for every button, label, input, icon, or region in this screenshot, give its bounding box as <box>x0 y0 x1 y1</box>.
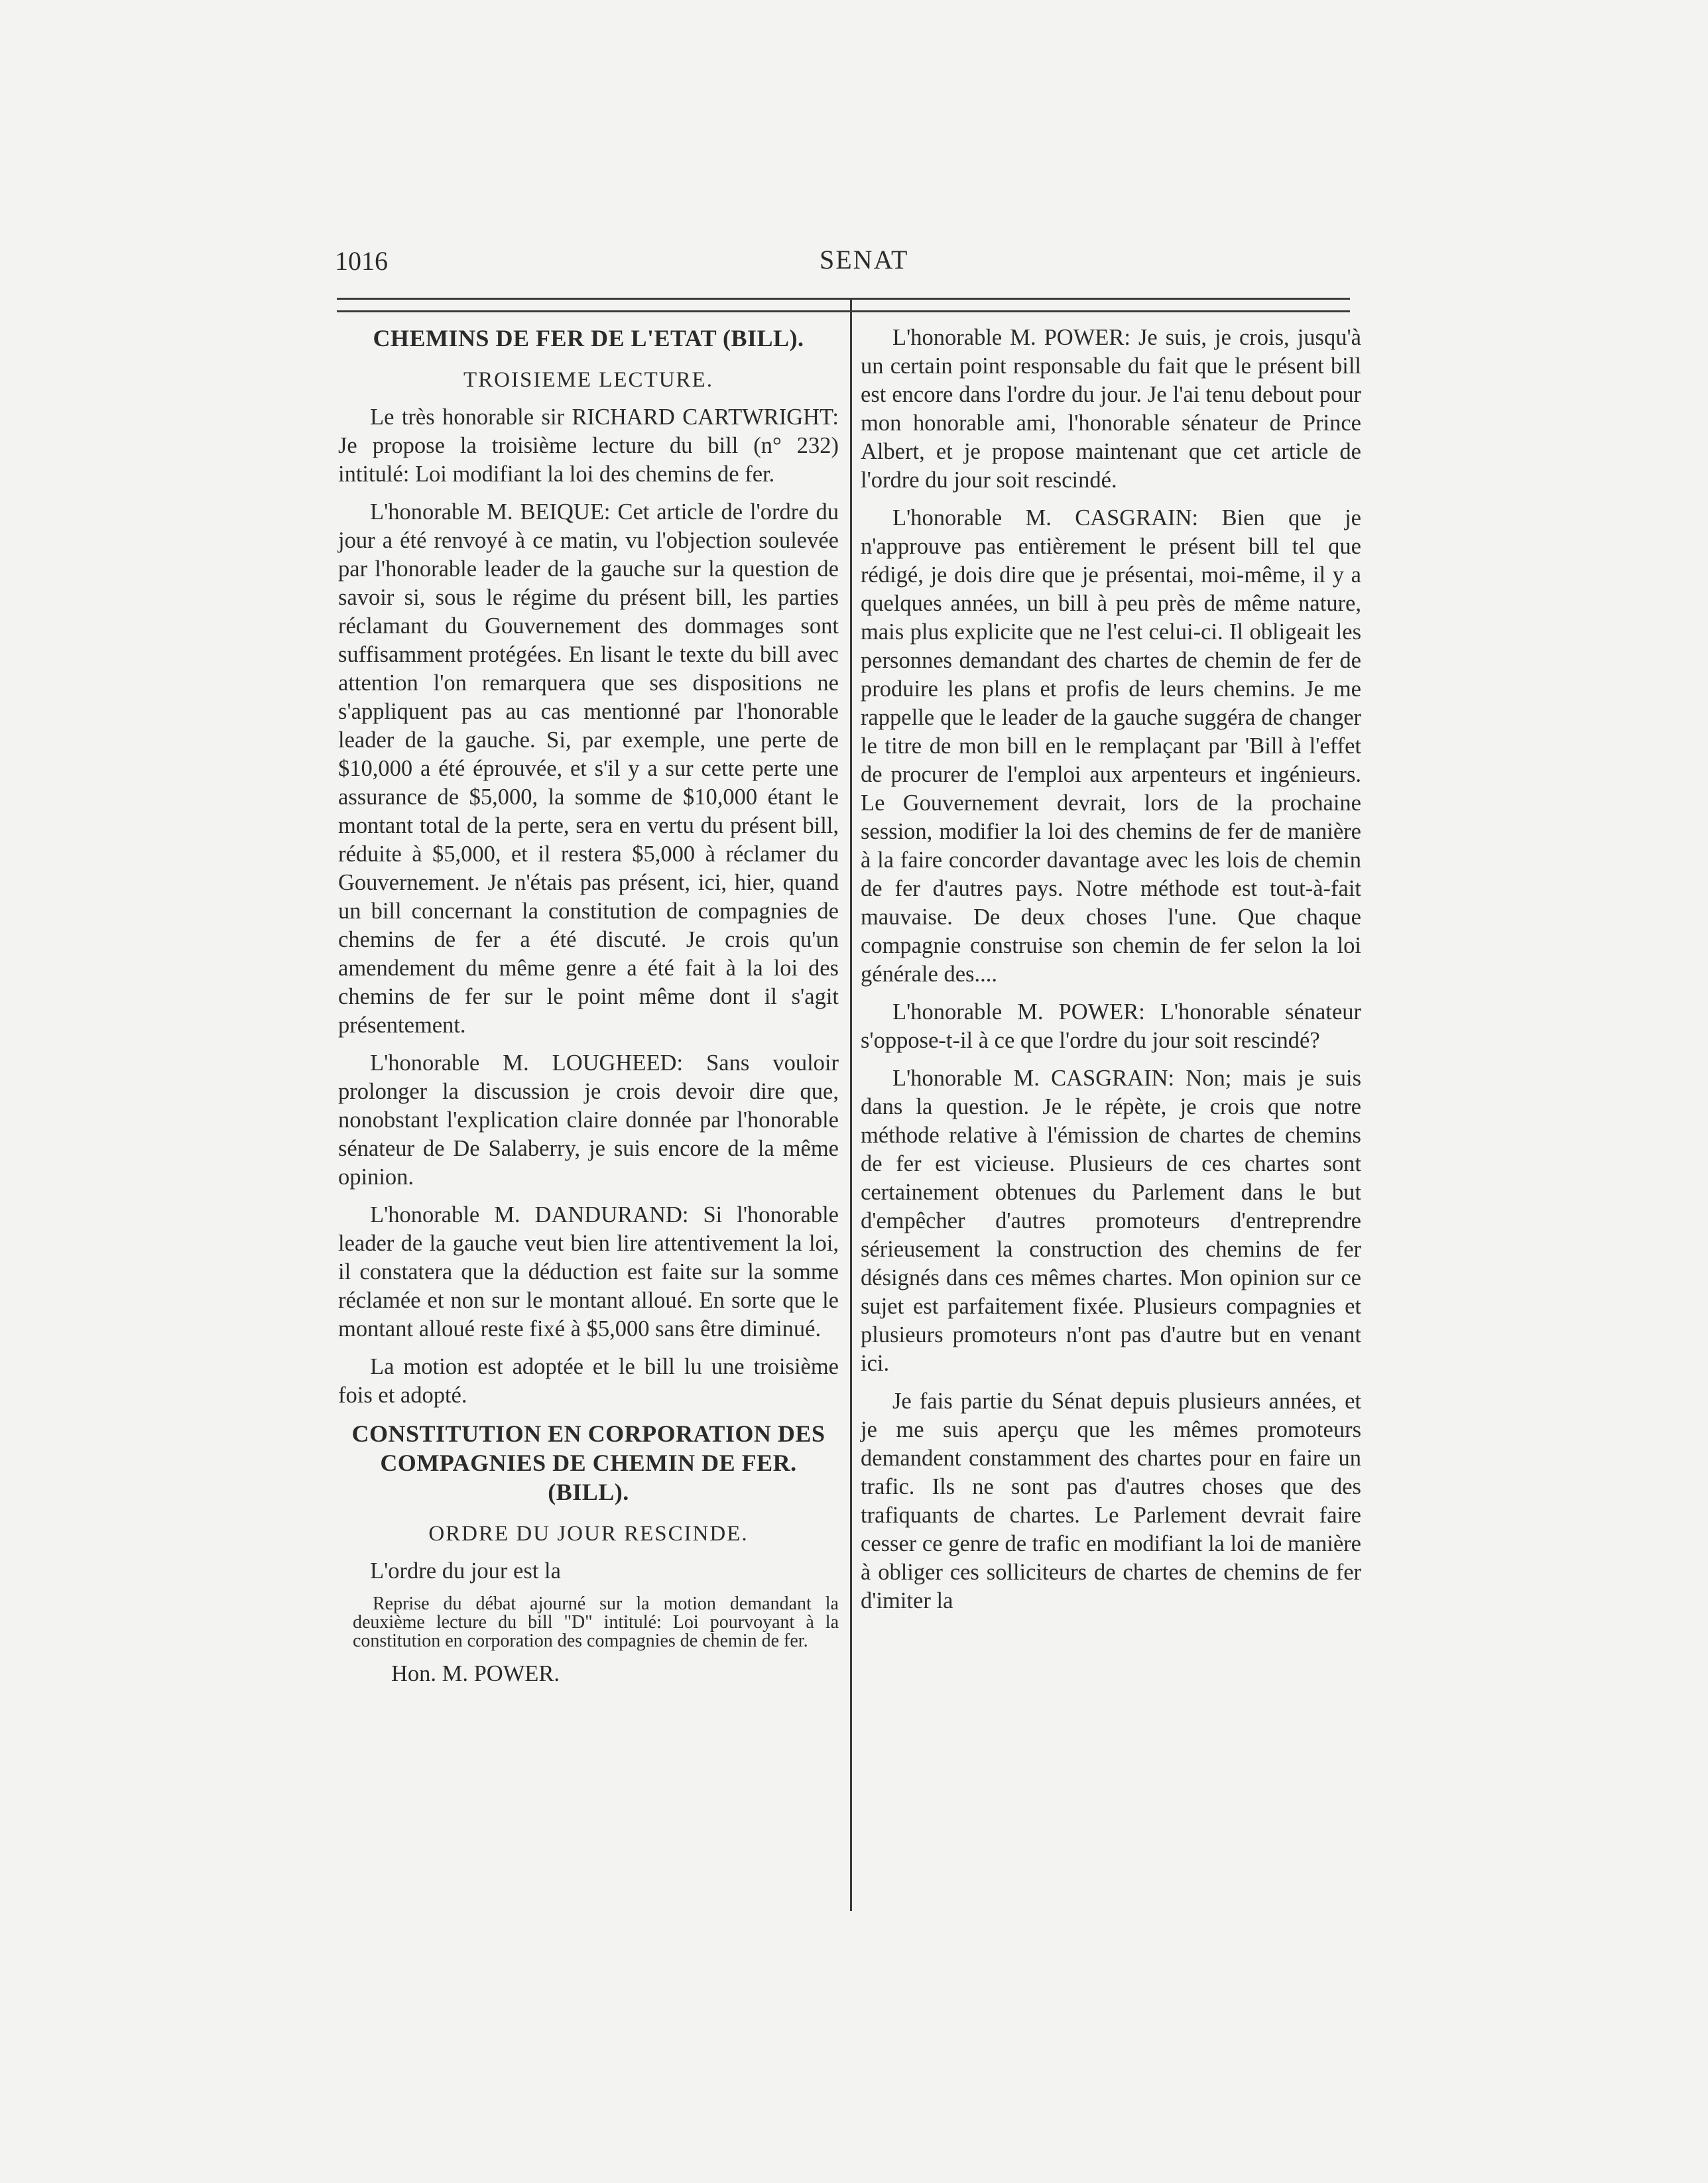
paragraph: L'ordre du jour est la <box>370 1558 561 1584</box>
paragraph: L'honorable M. BEIQUE: Cet article de l'ordre du jour a été renvoyé à ce matin, vu l'objection soulevée par l'honorable leader de la gauche sur la question de savoir si, sous le régime du présent bill, les parties réclamant du Gouvernement des dommages sont suffisamment protégées. En lisant le texte du bill avec attention l'on remarquera que ses dispositions ne s'appliquent pas au cas mentionné par l'honorable leader de la gauche. Si, par exemple, une perte de $10,000 a été éprouvée, et s'il y a sur cette perte une assurance de $5,000, la somme de $10,000 étant le montant total de la perte, sera en vertu du présent bill, réduite à $5,000, et il restera $5,000 à réclamer du Gouvernement. Je n'étais pas présent, ici, hier, quand un bill concernant la constitution de compagnies de chemins de fer a été discuté. Je crois qu'un amendement du même genre a été fait à la loi des chemins de fer sur le point même dont il s'agit présentement. <box>338 499 839 1038</box>
paragraph: L'honorable M. POWER: Je suis, je crois, jusqu'à un certain point responsable du fait que le présent bill est encore dans l'ordre du jour. Je l'ai tenu debout pour mon honorable ami, l'honorable sénateur de Prince Albert, et je propose maintenant que cet article de l'ordre du jour soit rescindé. <box>861 325 1361 493</box>
paragraph: L'honorable M. CASGRAIN: Bien que je n'approuve pas entièrement le présent bill tel que rédigé, je dois dire que je présentai, moi-même, il y a quelques années, un bill à peu près de même nature, mais plus explicite que ne l'est celui-ci. Il obligeait les personnes demandant des chartes de chemin de fer de produire les plans et profis de leurs chemins. Je me rappelle que le leader de la gauche suggéra de changer le titre de mon bill en le remplaçant par 'Bill à l'effet de procurer de l'emploi aux arpenteurs et ingénieurs. Le Gouvernement devrait, lors de la prochaine session, modifier la loi des chemins de fer de manière à la faire concorder davantage avec les lois de chemin de fer d'autres pays. Notre méthode est tout-à-fait mauvaise. De deux choses l'une. Que chaque compagnie construise son chemin de fer selon la loi générale des.... <box>861 505 1361 987</box>
signature: Hon. M. POWER. <box>391 1661 560 1686</box>
right-column <box>861 324 1361 1625</box>
header-rule-top <box>337 298 1350 300</box>
paragraph: L'honorable M. DANDURAND: Si l'honorable leader de la gauche veut bien lire attentivement la loi, il constatera que la déduction est faite sur la somme réclamée et non sur le montant alloué. En sorte que le montant alloué reste fixé à $5,000 sans être diminué. <box>338 1202 839 1341</box>
paragraph: L'honorable M. CASGRAIN: Non; mais je suis dans la question. Je le répète, je crois que notre méthode relative à l'émission de chartes de chemins de fer est vicieuse. Plusieurs de ces chartes sont certainement obtenues du Parlement dans le but d'empêcher d'autres promoteurs d'entreprendre sérieusement la construction des chemins de fer désignés dans ces mêmes chartes. Mon opinion sur ce sujet est parfaitement fixée. Plusieurs compagnies et plusieurs promoteurs n'ont pas d'autre but en venant ici. <box>861 1066 1361 1376</box>
page-number: 1016 <box>335 246 388 276</box>
section-heading: CHEMINS DE FER DE L'ETAT (BILL). <box>373 325 804 351</box>
paragraph: L'honorable M. LOUGHEED: Sans vouloir prolonger la discussion je crois devoir dire que, nonobstant l'explication claire donnée par l'honorable sénateur de De Salaberry, je suis encore de la même opinion. <box>338 1050 839 1190</box>
section-subheading: TROISIEME LECTURE. <box>463 368 713 392</box>
paragraph: La motion est adoptée et le bill lu une troisième fois et adopté. <box>338 1354 839 1408</box>
paragraph: Je fais partie du Sénat depuis plusieurs années, et je me suis aperçu que les mêmes promoteurs demandent constamment des chartes pour en faire un trafic. Ils ne sont pas d'autres choses que des trafiquants de chartes. Le Parlement devrait faire cesser ce genre de trafic en modifiant la loi de manière à obliger ces solliciteurs de chartes de chemins de fer d'imiter la <box>861 1389 1361 1613</box>
paragraph: Le très honorable sir RICHARD CARTWRIGHT: Je propose la troisième lecture du bill (n° 232) intitulé: Loi modifiant la loi des chemins de fer. <box>338 405 839 487</box>
paragraph: L'honorable M. POWER: L'honorable sénateur s'oppose-t-il à ce que l'ordre du jour soit rescindé? <box>861 999 1361 1053</box>
left-column <box>338 324 839 1698</box>
column-divider <box>850 300 852 1911</box>
running-title: SENAT <box>820 245 909 275</box>
section-heading: CONSTITUTION EN CORPORATION DES COMPAGNIES DE CHEMIN DE FER. (BILL). <box>351 1420 825 1505</box>
section-subheading: ORDRE DU JOUR RESCINDE. <box>428 1522 749 1546</box>
order-quote: Reprise du débat ajourné sur la motion demandant la deuxième lecture du bill "D" intitulé: Loi pourvoyant à la constitution en corporation des compagnies de chemin de fer. <box>353 1593 839 1651</box>
header-rule-bottom <box>337 310 1350 312</box>
